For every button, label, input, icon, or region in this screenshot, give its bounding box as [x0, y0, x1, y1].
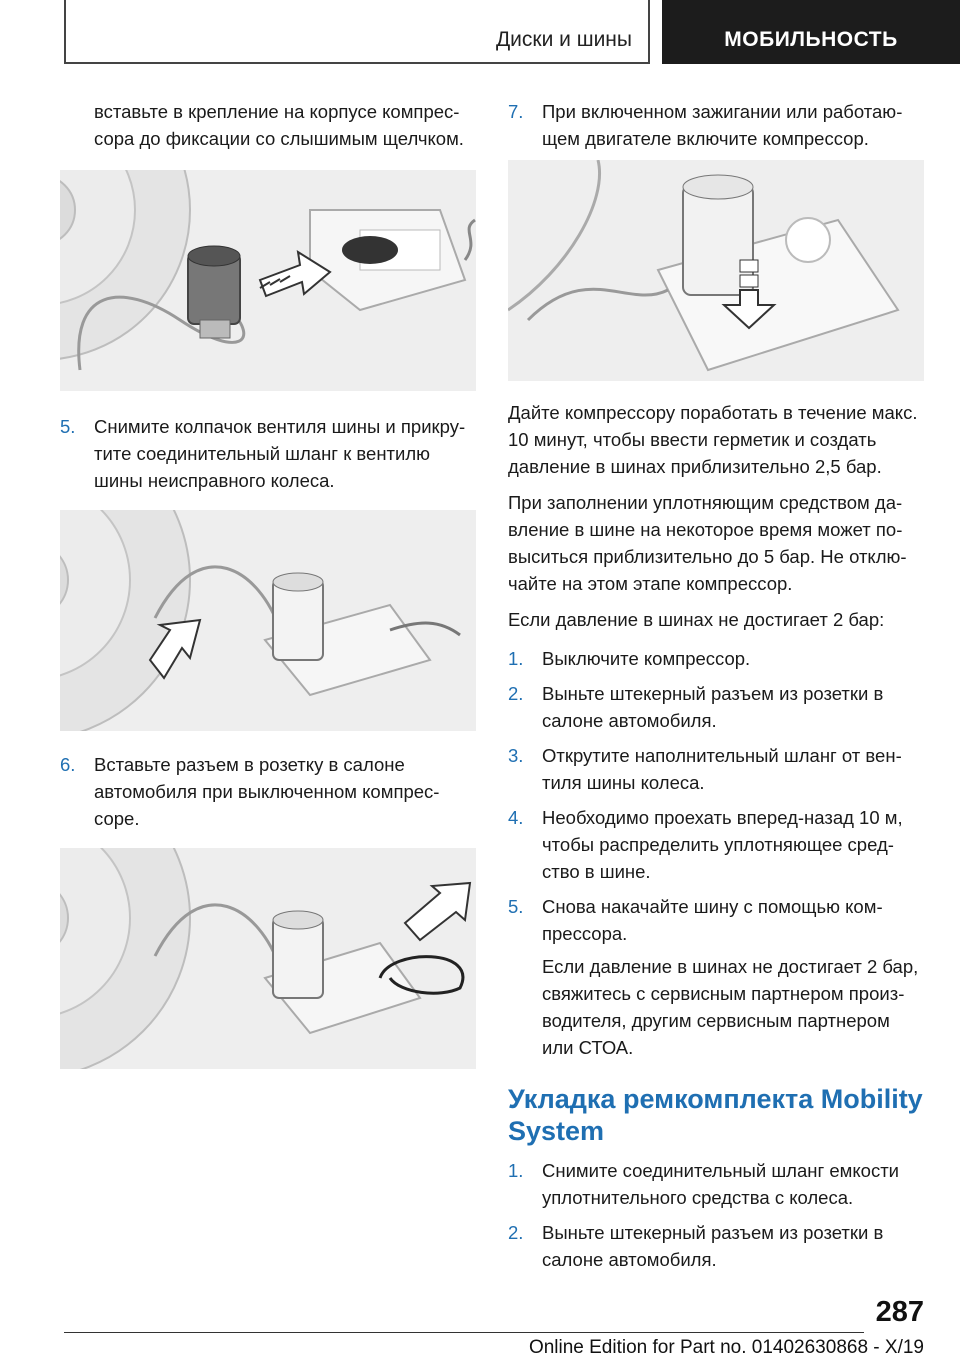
- step-number: 4.: [508, 807, 524, 828]
- stow-steps: [508, 1157, 924, 1273]
- step-number: 1.: [508, 648, 524, 669]
- step-text: Снимите колпачок вентиля шины и прикрутите соединительный шланг к вентилю шины неисправного колеса.: [94, 416, 466, 491]
- substep-2: [508, 680, 924, 734]
- substep-4: [508, 804, 924, 885]
- substep-5-note: Если давление в шинах не достигает 2 бар, свяжитесь с сервисным партнером производителя, другим сервисным партнером или СТОА.: [542, 956, 919, 1058]
- step-text: Необходимо проехать вперед-назад 10 м, чтобы распределить уплотняющее средство в шине.: [542, 807, 903, 882]
- right-column: [508, 98, 924, 1281]
- step-text: Снимите соединительный шланг емкости уплотнительного средства с колеса.: [542, 1160, 900, 1208]
- step-number: 1.: [508, 1160, 524, 1181]
- step-text: Снова накачайте шину с помощью компрессора.: [542, 896, 883, 944]
- step-number: 5.: [60, 416, 76, 437]
- low-pressure-steps: [508, 645, 924, 1061]
- step-number: 6.: [60, 754, 76, 775]
- plug-socket-illustration: [60, 848, 476, 1069]
- figure-compressor-on: [508, 160, 924, 381]
- step-text: При включенном зажигании или работающем двигателе включите компрессор.: [542, 101, 903, 149]
- left-column: [60, 98, 476, 1069]
- step-text: Выключите компрессор.: [542, 648, 751, 669]
- step-number: 7.: [508, 101, 524, 122]
- stow-step-2: [508, 1219, 924, 1273]
- compressor-on-illustration: [508, 160, 924, 381]
- intro-text: вставьте в крепление на корпусе компрессора до фиксации со слышимым щелчком.: [94, 101, 464, 149]
- step-number: 2.: [508, 683, 524, 704]
- paragraph-runtime: Дайте компрессору поработать в течение макс. 10 минут, чтобы ввести герметик и создать давление в шинах приблизительно 2,5 бар.: [508, 402, 918, 477]
- figure-hose-to-valve: [60, 510, 476, 731]
- section-heading: Укладка ремкомплекта Mobility System: [508, 1084, 923, 1146]
- step-text: Выньте штекерный разъем из розетки в салоне автомобиля.: [542, 683, 884, 731]
- footer-divider: [64, 1332, 864, 1333]
- step-6: [60, 751, 476, 832]
- figure-cartridge-insert: [60, 170, 476, 391]
- step-text: Открутите наполнительный шланг от вентиля шины колеса.: [542, 745, 902, 793]
- footer-edition: Online Edition for Part no. 01402630868 - X/19: [528, 1337, 924, 1358]
- figure-plug-socket: [60, 848, 476, 1069]
- substep-5: [508, 893, 924, 947]
- cartridge-insert-illustration: [60, 170, 476, 391]
- step-text: Вставьте разъем в розетку в салоне автомобиля при выключенном компрессоре.: [94, 754, 440, 829]
- paragraph-pressure-rise: При заполнении уплотняющим средством давление в шине на некоторое время может повыситься приблизительно до 5 бар. Не отключайте на этом этапе компрессор.: [508, 492, 907, 594]
- header-section-title: Диски и шины: [495, 28, 632, 51]
- header-chapter-tab: [662, 0, 960, 64]
- stow-step-1: [508, 1157, 924, 1211]
- paragraph-low-pressure: Если давление в шинах не достигает 2 бар:: [508, 609, 885, 630]
- step-7: [508, 98, 924, 152]
- step-number: 3.: [508, 745, 524, 766]
- hose-to-valve-illustration: [60, 510, 476, 731]
- substep-3: [508, 742, 924, 796]
- step-5: [60, 413, 476, 494]
- substep-1: [508, 645, 924, 672]
- header-section-box: [64, 0, 650, 64]
- step-number: 5.: [508, 896, 524, 917]
- header-chapter-title: МОБИЛЬНОСТЬ: [724, 28, 898, 51]
- step-number: 2.: [508, 1222, 524, 1243]
- step-text: Выньте штекерный разъем из розетки в салоне автомобиля.: [542, 1222, 884, 1270]
- page-number: 287: [875, 1296, 924, 1328]
